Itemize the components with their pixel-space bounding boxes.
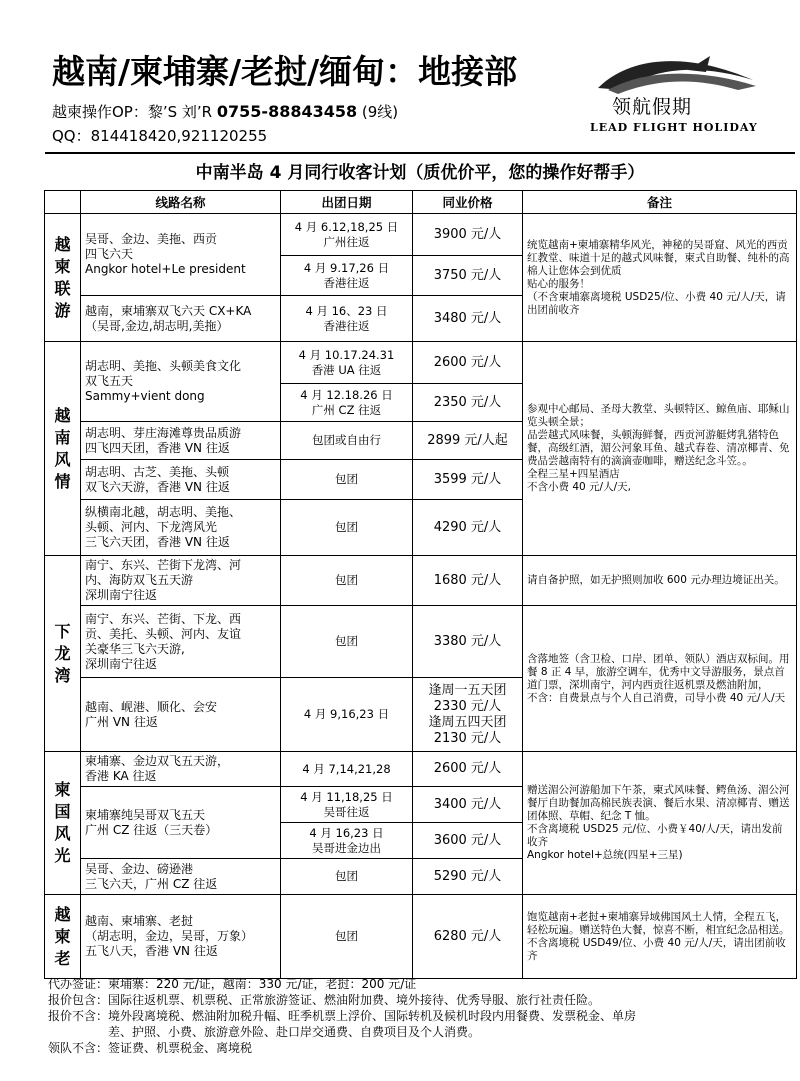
date-cell: 4 月 11,18,25 日 吴哥往返 [281, 787, 413, 823]
price-cell: 3600 元/人 [413, 823, 523, 859]
date-cell: 包团 [281, 556, 413, 606]
header-date: 出团日期 [281, 191, 413, 214]
footer-leader: 领队不含：签证费、机票税金、离境税 [48, 1041, 253, 1055]
header-price: 同业价格 [413, 191, 523, 214]
date-cell: 4 月 12.18.26 日 广州 CZ 往返 [281, 384, 413, 422]
price-cell: 1680 元/人 [413, 556, 523, 606]
route-cell: 吴哥、金边、美拖、西贡 四飞六天 Angkor hotel+Le president [81, 214, 281, 296]
route-cell: 柬埔寨纯吴哥双飞五天 广州 CZ 往返（三天卷） [81, 787, 281, 859]
date-cell: 4 月 10.17.24.31 香港 UA 往返 [281, 342, 413, 384]
header-divider [45, 152, 795, 154]
table-row [45, 606, 797, 678]
price-cell: 2350 元/人 [413, 384, 523, 422]
route-cell: 胡志明、美拖、头顿美食文化 双飞五天 Sammy+vient dong [81, 342, 281, 422]
price-cell: 3599 元/人 [413, 460, 523, 500]
footer-notes [48, 976, 793, 1056]
header-route: 线路名称 [81, 191, 281, 214]
tour-plan-table [44, 190, 797, 979]
region-cell: 越 柬 联 游 [45, 214, 81, 342]
date-cell: 包团 [281, 859, 413, 895]
note-cell: 统览越南+柬埔寨精华风光，神秘的吴哥窟、风光的西贡红教堂、味道十足的越式风味餐，柬式自助餐、纯朴的高棉人让您体会到优质 贴心的服务！ （不含柬埔寨离境税 USD25/位、小费 40 元/人/天，请出团前收齐 [523, 214, 797, 342]
route-cell: 越南、柬埔寨、老挝 （胡志明，金边，吴哥，万象） 五飞八天，香港 VN 往返 [81, 895, 281, 979]
date-cell: 包团或自由行 [281, 422, 413, 460]
contact-phone: 0755-88843458 [216, 102, 358, 121]
route-cell: 胡志明、古芝、美拖、头顿 双飞六天游，香港 VN 往返 [81, 460, 281, 500]
contact-line [52, 102, 398, 122]
table-header-row [45, 191, 797, 214]
route-cell: 南宁、东兴、芒街、下龙、西 贡、美托、头顿、河内、友谊 关豪华三飞六天游, 深圳南宁往返 [81, 606, 281, 678]
price-cell: 2600 元/人 [413, 752, 523, 787]
footer-visa: 代办签证：柬埔寨：220 元/证，越南：330 元/证，老挝：200 元/证 [48, 977, 417, 991]
route-cell: 胡志明、芽庄海滩尊贵品质游 四飞四天团，香港 VN 往返 [81, 422, 281, 460]
date-cell: 4 月 7,14,21,28 [281, 752, 413, 787]
header-region [45, 191, 81, 214]
page-title: 越南/柬埔寨/老挝/缅甸：地接部 [52, 52, 518, 91]
table-row [45, 895, 797, 979]
date-cell: 4 月 9,16,23 日 [281, 678, 413, 752]
date-cell: 包团 [281, 606, 413, 678]
note-cell: 赠送湄公河游船加下午茶，柬式风味餐、鳄鱼汤、湄公河餐厅自助餐加高棉民族表演、餐后水果、清凉椰青、赠送团体照、草帽、纪念 T 恤。 不含离境税 USD25 元/位、小费￥40/人/天，请出发前收齐 Angkor hotel+总统(四星+三星) [523, 752, 797, 895]
date-cell: 4 月 16,23 日 吴哥进金边出 [281, 823, 413, 859]
price-cell: 2899 元/人起 [413, 422, 523, 460]
price-cell: 逢周一五天团 2330 元/人 逢周五四天团 2130 元/人 [413, 678, 523, 752]
logo-text-en: LEAD FLIGHT HOLIDAY [590, 121, 758, 134]
table-row [45, 214, 797, 256]
date-cell: 包团 [281, 460, 413, 500]
price-cell: 6280 元/人 [413, 895, 523, 979]
price-cell: 3400 元/人 [413, 787, 523, 823]
table-row [45, 556, 797, 606]
price-cell: 3750 元/人 [413, 256, 523, 296]
price-cell: 5290 元/人 [413, 859, 523, 895]
date-cell: 包团 [281, 500, 413, 556]
note-cell: 请自备护照，如无护照则加收 600 元办理边境证出关。 [523, 556, 797, 606]
date-cell: 4 月 16、23 日 香港往返 [281, 296, 413, 342]
table-row [45, 752, 797, 787]
date-cell: 4 月 9.17,26 日 香港往返 [281, 256, 413, 296]
region-cell: 越 南 风 情 [45, 342, 81, 556]
region-cell: 越 柬 老 [45, 895, 81, 979]
note-cell: 含落地签（含卫检、口岸、团单、领队）酒店双标间。用餐 8 正 4 早，旅游空调车，优秀中文导游服务，景点首道门票，深圳南宁，河内西贡往返机票及燃油附加， 不含：自费景点与个人自己消费，司导小费 40 元/人/天 [523, 606, 797, 752]
route-cell: 柬埔寨、金边双飞五天游， 香港 KA 往返 [81, 752, 281, 787]
note-cell: 参观中心邮局、圣母大教堂、头顿特区、鲸鱼庙、耶稣山览头顿全景； 品尝越式风味餐，头顿海鲜餐，西贡河游艇烤乳猪特色餐，高级红酒，湄公河象耳鱼、越式春卷、清凉椰青、免费品尝越南特有的滴滴壶咖啡，赠送纪念斗笠。。 全程三星+四星酒店 不含小费 40 元/人/天, [523, 342, 797, 556]
route-cell: 南宁、东兴、芒街下龙湾、河 内、海防双飞五天游 深圳南宁往返 [81, 556, 281, 606]
header-note: 备注 [523, 191, 797, 214]
contact-operators: 越柬操作OP：黎’S 刘’R [52, 103, 213, 121]
plan-subtitle: 中南半岛 4 月同行收客计划（质优价平，您的操作好帮手） [195, 163, 645, 183]
route-cell: 越南，柬埔寨双飞六天 CX+KA （吴哥,金边,胡志明,美拖） [81, 296, 281, 342]
price-cell: 4290 元/人 [413, 500, 523, 556]
price-cell: 2600 元/人 [413, 342, 523, 384]
footer-excludes: 报价不含：境外段离境税、燃油附加税升幅、旺季机票上浮价、国际转机及候机时段内用餐费、发票税金、单房 差、护照、小费、旅游意外险、赴口岸交通费、自费项目及个人消费。 [48, 1009, 637, 1039]
logo-text-cn: 领航假期 [612, 96, 693, 118]
price-cell: 3900 元/人 [413, 214, 523, 256]
route-cell: 吴哥、金边、磅逊港 三飞六天，广州 CZ 往返 [81, 859, 281, 895]
qq-line: QQ：814418420,921120255 [52, 127, 268, 145]
footer-includes: 报价包含：国际往返机票、机票税、正常旅游签证、燃油附加费、境外接待、优秀导服、旅行社责任险。 [48, 993, 601, 1007]
region-cell: 下 龙 湾 [45, 556, 81, 752]
route-cell: 越南、岘港、顺化、会安 广州 VN 往返 [81, 678, 281, 752]
date-cell: 4 月 6.12,18,25 日 广州往返 [281, 214, 413, 256]
date-cell: 包团 [281, 895, 413, 979]
route-cell: 纵横南北越，胡志明、美拖、 头顿、河内、下龙湾风光 三飞六天团，香港 VN 往返 [81, 500, 281, 556]
note-cell: 饱览越南+老挝+柬埔寨异域佛国风土人情，全程五飞，轻松玩遍。赠送特色大餐，惊喜不断，相宜纪念品相送。不含离境税 USD49/位、小费 40 元/人/天，请出团前收齐 [523, 895, 797, 979]
contact-extension: (9线) [361, 103, 399, 121]
price-cell: 3380 元/人 [413, 606, 523, 678]
region-cell: 柬 国 风 光 [45, 752, 81, 895]
price-cell: 3480 元/人 [413, 296, 523, 342]
table-row [45, 342, 797, 384]
